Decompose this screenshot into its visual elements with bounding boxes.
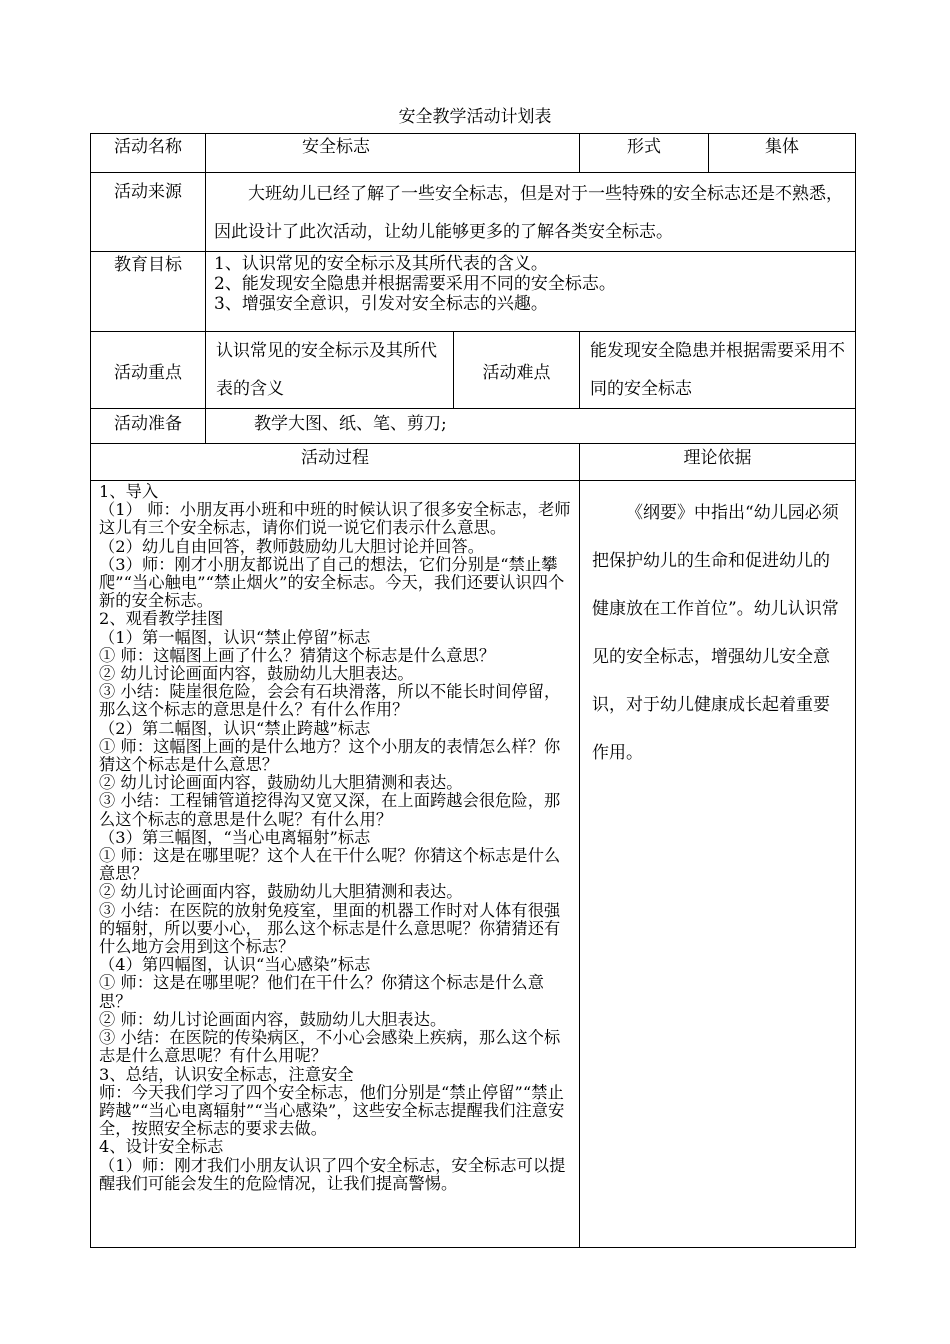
row-section-headers — [91, 444, 856, 481]
process-line: ① 师：这是在哪里呢？他们在干什么？你猜这个标志是什么意思？ — [99, 973, 545, 1011]
process-line: 师：今天我们学习了四个安全标志，他们分别是“禁止停留”“禁止跨越”“当心电离辐射”“当心感染”，这些安全标志提醒我们注意安全，按照安全标志的要求去做。 — [99, 1082, 565, 1139]
process-line: 3、总结，认识安全标志，注意安全 — [99, 1064, 354, 1084]
process-line: （2）幼儿自由回答，教师鼓励幼儿大胆讨论并回答。 — [99, 536, 485, 556]
row-preparation — [91, 409, 856, 444]
process-line: ② 幼儿讨论画面内容，鼓励幼儿大胆猜测和表达。 — [99, 773, 463, 793]
process-header: 活动过程 — [91, 444, 580, 481]
process-line: （2）第二幅图，认识“禁止跨越”标志 — [99, 718, 371, 738]
plan-table — [90, 133, 856, 1248]
education-goals-label: 教育目标 — [91, 252, 206, 332]
process-line: ③ 小结：在医院的放射免疫室，里面的机器工作时对人体有很强的辐射，所以要小心， 那么这个标志是什么意思呢？你猜猜还有什么地方会用到这个标志？ — [99, 900, 561, 957]
focus-text: 认识常见的安全标示及其所代表的含义 — [206, 332, 454, 409]
focus-label: 活动重点 — [91, 332, 206, 409]
goal-item: 3、增强安全意识，引发对安全标志的兴趣。 — [214, 294, 548, 314]
process-line: （4）第四幅图，认识“当心感染”标志 — [99, 955, 371, 975]
process-line: （1）师：刚才我们小朋友认识了四个安全标志，安全标志可以提醒我们可能会发生的危险情况，让我们提高警惕。 — [99, 1155, 566, 1193]
process-line: ② 幼儿讨论画面内容，鼓励幼儿大胆猜测和表达。 — [99, 882, 463, 902]
form-value: 集体 — [709, 134, 856, 173]
process-line: ① 师：这是在哪里呢？这个人在干什么呢？你猜这个标志是什么意思？ — [99, 846, 561, 884]
row-activity-source — [91, 173, 856, 252]
activity-name-label: 活动名称 — [91, 134, 206, 173]
row-process-content — [91, 481, 856, 1248]
process-line: ③ 小结：陡崖很危险，会会有石块滑落，所以不能长时间停留，那么这个标志的意思是什么？有什么作用？ — [99, 682, 561, 720]
process-content — [91, 481, 580, 1248]
theory-header: 理论依据 — [580, 444, 856, 481]
process-line: ① 师：这幅图上画的是什么地方？这个小朋友的表情怎么样？你猜这个标志是什么意思？ — [99, 736, 561, 775]
process-line: 1、导入 — [99, 482, 159, 501]
activity-source-label: 活动来源 — [91, 173, 206, 252]
difficulty-label: 活动难点 — [454, 332, 580, 409]
row-focus-difficulty — [91, 332, 856, 409]
process-line: （3）师：刚才小朋友都说出了自己的想法，它们分别是“禁止攀爬”“当心触电”“禁止烟火”的安全标志。今天，我们还要认识四个新的安全标志。 — [99, 554, 565, 611]
process-line: ③ 小结：工程铺管道挖得沟又宽又深，在上面跨越会很危险，那么这个标志的意思是什么呢？有什么用？ — [99, 791, 561, 829]
process-line: 2、观看教学挂图 — [99, 609, 224, 629]
process-line: ① 师：这幅图上画了什么？猜猜这个标志是什么意思？ — [99, 645, 496, 665]
theory-content: 《纲要》中指出“幼儿园必须把保护幼儿的生命和促进幼儿的健康放在工作首位”。幼儿认识常见的安全标志，增强幼儿安全意识，对于幼儿健康成长起着重要作用。 — [580, 481, 856, 1248]
process-line: ② 师：幼儿讨论画面内容，鼓励幼儿大胆表达。 — [99, 1009, 447, 1029]
process-line: ② 幼儿讨论画面内容，鼓励幼儿大胆表达。 — [99, 664, 414, 684]
difficulty-text: 能发现安全隐患并根据需要采用不同的安全标志 — [580, 332, 856, 409]
preparation-label: 活动准备 — [91, 409, 206, 444]
row-activity-name — [91, 134, 856, 173]
education-goals-list — [206, 252, 856, 332]
preparation-text: 教学大图、纸、笔、剪刀; — [206, 409, 856, 444]
activity-name-value: 安全标志 — [206, 134, 580, 173]
goal-item: 2、能发现安全隐患并根据需要采用不同的安全标志。 — [214, 274, 616, 294]
activity-source-text: 大班幼儿已经了解了一些安全标志，但是对于一些特殊的安全标志还是不熟悉，因此设计了此次活动，让幼儿能够更多的了解各类安全标志。 — [206, 173, 856, 252]
process-line: （1）第一幅图，认识“禁止停留”标志 — [99, 627, 371, 647]
form-label: 形式 — [580, 134, 709, 173]
process-line: 4、设计安全标志 — [99, 1137, 224, 1157]
process-line: （1） 师：小朋友再小班和中班的时候认识了很多安全标志，老师这儿有三个安全标志，请你们说一说它们表示什么意思。 — [99, 500, 571, 538]
row-education-goals — [91, 252, 856, 332]
process-line: （3）第三幅图，“当心电离辐射”标志 — [99, 827, 371, 847]
page-title: 安全教学活动计划表 — [398, 107, 552, 127]
process-line: ③ 小结：在医院的传染病区，不小心会感染上疾病，那么这个标志是什么意思呢？有什么用呢？ — [99, 1028, 561, 1066]
goal-item: 1、认识常见的安全标示及其所代表的含义。 — [214, 254, 548, 274]
